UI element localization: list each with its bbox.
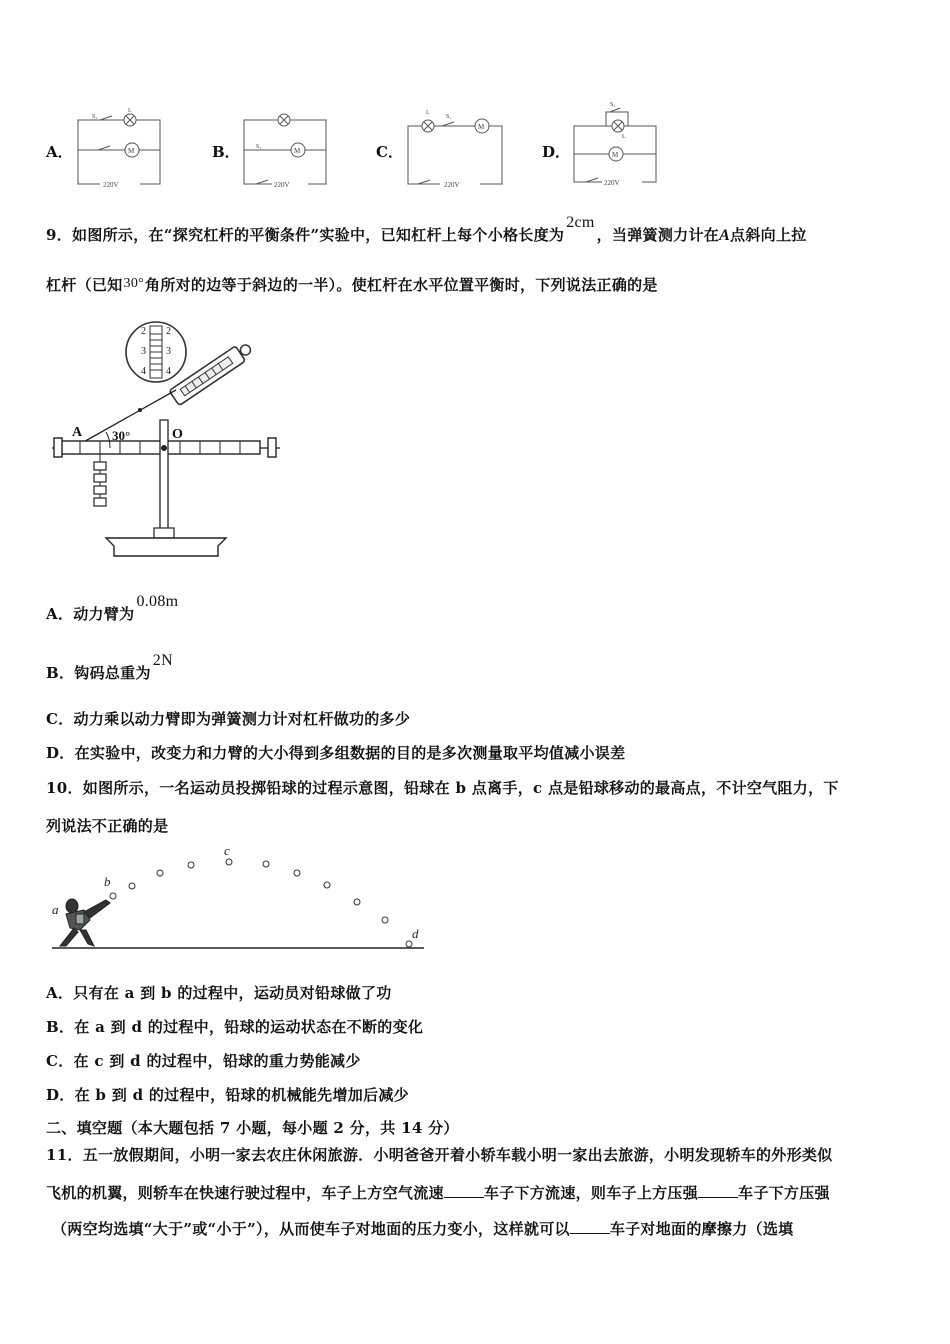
q9-unit-length: 2cm (566, 214, 595, 231)
q8-b-voltage: 220V (274, 181, 290, 189)
q10-label-d: d (412, 926, 419, 941)
q10-question-line1: 10．如图所示，一名运动员投掷铅球的过程示意图，铅球在 b 点离手，c 点是铅球移动的最高点，不计空气阻力，下 (46, 779, 839, 797)
q8-circuit-c (400, 104, 510, 190)
q9-option-d: D．在实验中，改变力和力臂的大小得到多组数据的目的是多次测量取平均值减小误差 (46, 744, 626, 762)
svg-text:M: M (612, 151, 619, 159)
svg-text:2: 2 (166, 326, 171, 337)
q9-angle-label: 30° (112, 428, 131, 443)
q8-a-voltage: 220V (103, 181, 119, 189)
q9-scale-3: 3 (141, 346, 146, 357)
q10-label-b: b (104, 874, 111, 889)
svg-text:L: L (128, 108, 132, 114)
q9-label-o: O (172, 427, 183, 442)
svg-text:S₁: S₁ (256, 144, 262, 150)
svg-text:4: 4 (166, 366, 171, 377)
q8-option-b-label: B． (212, 143, 240, 161)
q9-label-a: A (72, 425, 83, 440)
q9-angle: 30° (123, 276, 145, 291)
q11-blank-2[interactable] (698, 1183, 738, 1198)
q9-scale-2: 2 (141, 326, 146, 337)
q8-d-voltage: 220V (604, 179, 620, 187)
q9-option-b-value: 2N (152, 652, 173, 669)
q10-option-a: A．只有在 a 到 b 的过程中，运动员对铅球做了功 (46, 984, 392, 1002)
svg-text:S₂: S₂ (610, 102, 616, 108)
q9-scale-4: 4 (141, 366, 146, 377)
q9-option-c: C．动力乘以动力臂即为弹簧测力计对杠杆做功的多少 (46, 710, 411, 728)
svg-text:M: M (128, 147, 135, 155)
q11-line1: 11．五一放假期间，小明一家去农庄休闲旅游．小明爸爸开着小轿车载小明一家出去旅游，小明发现轿车的外形类似 (46, 1146, 833, 1164)
svg-text:M: M (294, 147, 301, 155)
section2-title: 二、填空题（本大题包括 7 小题，每小题 2 分，共 14 分） (46, 1119, 459, 1137)
q9-question-line1: 9．如图所示，在“探究杠杆的平衡条件”实验中，已知杠杆上每个小格长度为2cm，当弹簧测力计在A点斜向上拉 (46, 214, 807, 244)
svg-text:M: M (478, 123, 485, 131)
q9-lever-figure (44, 312, 290, 562)
q11-line3: （两空均选填“大于”或“小于”），从而使车子对地面的压力变小，这样就可以 车子对地面的摩擦力（选填 (52, 1220, 794, 1238)
q9-option-b: B．钩码总重为2N (46, 652, 173, 682)
svg-text:L: L (622, 134, 626, 140)
q9-question-line2: 杠杆（已知30°角所对的边等于斜边的一半）。使杠杆在水平位置平衡时，下列说法正确的是 (46, 276, 658, 294)
svg-text:S₁: S₁ (92, 114, 98, 120)
q9-option-a-value: 0.08m (136, 593, 179, 610)
q8-circuit-d (566, 100, 666, 190)
q9-option-a: A．动力臂为0.08m (46, 593, 179, 623)
q10-label-c: c (224, 843, 230, 858)
q11-line2: 飞机的机翼，则轿车在快速行驶过程中，车子上方空气流速 车子下方流速，则车子上方压强 车子下方压强 (46, 1184, 830, 1202)
q10-shotput-figure (46, 840, 436, 955)
q11-blank-1[interactable] (444, 1183, 484, 1198)
q8-circuit-a (70, 108, 170, 190)
q10-option-d: D．在 b 到 d 的过程中，铅球的机械能先增加后减少 (46, 1086, 409, 1104)
q10-option-c: C．在 c 到 d 的过程中，铅球的重力势能减少 (46, 1052, 361, 1070)
q10-label-a: a (52, 902, 59, 917)
q10-question-line2: 列说法不正确的是 (46, 817, 169, 835)
svg-text:3: 3 (166, 346, 171, 357)
svg-text:S₁: S₁ (446, 114, 452, 120)
q8-option-d-label: D． (542, 143, 571, 161)
q8-option-c-label: C． (376, 143, 403, 161)
q10-option-b: B．在 a 到 d 的过程中，铅球的运动状态在不断的变化 (46, 1018, 424, 1036)
q8-c-voltage: 220V (444, 181, 460, 189)
svg-text:L: L (426, 110, 430, 116)
q11-blank-3[interactable] (570, 1219, 610, 1234)
q8-option-a-label: A． (46, 143, 73, 161)
q8-circuit-b (236, 108, 336, 190)
